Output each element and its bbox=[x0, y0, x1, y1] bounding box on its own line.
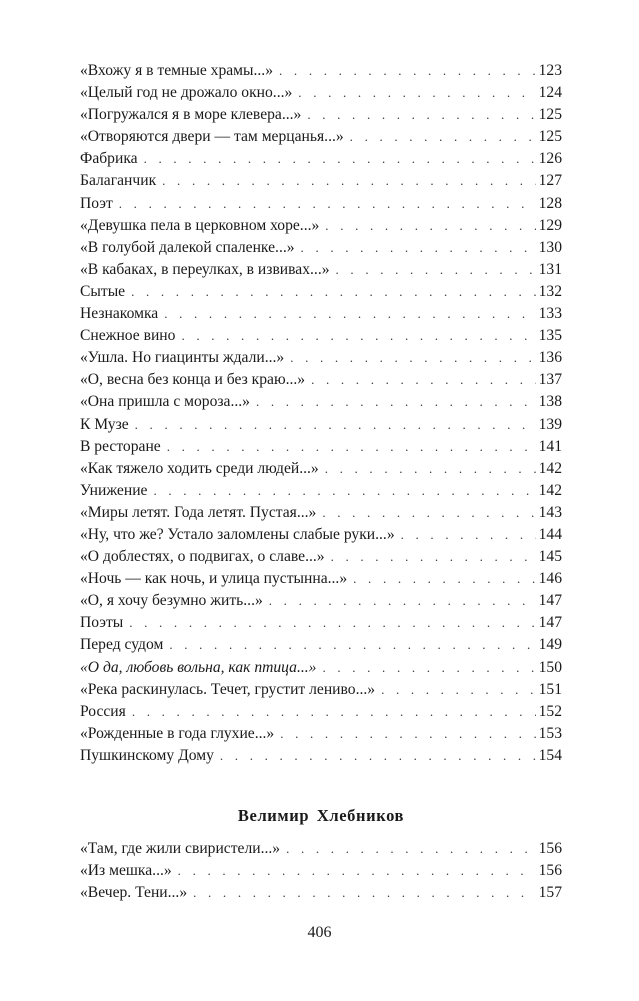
toc-entry-title: Поэты bbox=[80, 614, 124, 632]
toc-entry bbox=[80, 882, 562, 904]
toc-entry-page: 133 bbox=[538, 305, 562, 323]
toc-entry-title: «Ну, что же? Устало заломлены слабые руки...» bbox=[80, 525, 395, 543]
toc-entry bbox=[80, 679, 562, 701]
toc-entry-title: «Из мешка...» bbox=[80, 862, 172, 880]
toc-entry-page: 151 bbox=[538, 680, 562, 698]
dot-leader bbox=[181, 325, 535, 347]
toc-entry-page: 127 bbox=[538, 172, 562, 190]
toc-entry-title: «Рожденные в года глухие...» bbox=[80, 724, 275, 742]
section-heading-khlebnikov: Велимир Хлебников bbox=[237, 806, 405, 825]
dot-leader bbox=[307, 104, 535, 126]
toc-entry-title: Балаганчик bbox=[80, 172, 157, 190]
toc-entry bbox=[80, 701, 562, 723]
dot-leader bbox=[135, 414, 536, 436]
toc-entry bbox=[80, 193, 562, 215]
toc-entry bbox=[80, 458, 562, 480]
dot-leader bbox=[301, 237, 536, 259]
toc-entry bbox=[80, 745, 562, 767]
toc-entry bbox=[80, 436, 562, 458]
toc-entry-page: 128 bbox=[538, 194, 562, 212]
toc-list-khlebnikov bbox=[80, 838, 562, 904]
toc-entry-title: Снежное вино bbox=[80, 327, 176, 345]
toc-entry bbox=[80, 657, 562, 679]
toc-entry-title: Незнакомка bbox=[80, 305, 159, 323]
toc-entry bbox=[80, 82, 562, 104]
toc-entry-page: 126 bbox=[538, 150, 562, 168]
toc-entry-title: «Вечер. Тени...» bbox=[80, 884, 188, 902]
toc-entry-page: 125 bbox=[538, 106, 562, 124]
dot-leader bbox=[353, 568, 535, 590]
toc-entry-page: 150 bbox=[538, 658, 562, 676]
toc-entry-page: 147 bbox=[538, 614, 562, 632]
toc-entry-page: 153 bbox=[538, 724, 562, 742]
toc-entry-page: 131 bbox=[538, 260, 562, 278]
toc-entry-page: 144 bbox=[538, 525, 562, 543]
toc-entry-title: «Вхожу я в темные храмы...» bbox=[80, 62, 274, 79]
toc-entry-page: 152 bbox=[538, 702, 562, 720]
dot-leader bbox=[286, 838, 536, 860]
dot-leader bbox=[280, 723, 535, 745]
toc-entry-title: Россия bbox=[80, 702, 126, 720]
toc-entry bbox=[80, 860, 562, 882]
toc-entry-title: Перед судом bbox=[80, 636, 164, 654]
toc-entry-page: 156 bbox=[538, 840, 562, 857]
toc-entry-title: «Погружался я в море клевера...» bbox=[80, 106, 302, 124]
dot-leader bbox=[144, 148, 536, 170]
toc-entry-page: 149 bbox=[538, 636, 562, 654]
toc-entry bbox=[80, 480, 562, 502]
toc-entry-page: 136 bbox=[538, 349, 562, 367]
toc-entry-page: 142 bbox=[538, 459, 562, 477]
toc-entry bbox=[80, 590, 562, 612]
dot-leader bbox=[220, 745, 536, 767]
dot-leader bbox=[193, 882, 535, 904]
toc-entry bbox=[80, 723, 562, 745]
toc-entry bbox=[80, 347, 562, 369]
toc-entry bbox=[80, 104, 562, 126]
toc-entry-page: 145 bbox=[538, 548, 562, 566]
toc-entry bbox=[80, 634, 562, 656]
toc-entry-title: Пушкинскому Дому bbox=[80, 746, 214, 764]
toc-entry-page: 146 bbox=[538, 570, 562, 588]
toc-entry bbox=[80, 237, 562, 259]
toc-entry-title: Сытые bbox=[80, 282, 126, 300]
toc-entry-title: «Она пришла с мороза...» bbox=[80, 393, 250, 411]
toc-entry-title: «Девушка пела в церковном хоре...» bbox=[80, 216, 320, 234]
dot-leader bbox=[350, 126, 536, 148]
toc-entry-page: 141 bbox=[538, 437, 562, 455]
dot-leader bbox=[279, 60, 536, 82]
toc-entry-page: 124 bbox=[538, 84, 562, 102]
toc-entry-title: «Там, где жили свиристели...» bbox=[80, 840, 281, 857]
toc-entry-title: Унижение bbox=[80, 481, 148, 499]
toc-entry bbox=[80, 568, 562, 590]
toc-entry bbox=[80, 148, 562, 170]
dot-leader bbox=[164, 303, 535, 325]
toc-entry-title: «Целый год не дрожало окно...» bbox=[80, 84, 293, 102]
toc-entry-title: «Отворяются двери — там мерцанья...» bbox=[80, 128, 344, 146]
toc-entry bbox=[80, 170, 562, 192]
toc-entry bbox=[80, 325, 562, 347]
toc-entry bbox=[80, 391, 562, 413]
toc-entry bbox=[80, 281, 562, 303]
toc-entry-title: «Как тяжело ходить среди людей...» bbox=[80, 459, 319, 477]
dot-leader bbox=[153, 480, 535, 502]
toc-entry-title: Фабрика bbox=[80, 150, 138, 168]
toc-entry bbox=[80, 414, 562, 436]
dot-leader bbox=[119, 193, 536, 215]
toc-entry-page: 123 bbox=[538, 62, 562, 79]
dot-leader bbox=[256, 391, 536, 413]
toc-entry bbox=[80, 838, 562, 860]
toc-entry-title: В ресторане bbox=[80, 437, 161, 455]
toc-entry-title: «О, я хочу безумно жить...» bbox=[80, 592, 263, 610]
toc-entry bbox=[80, 546, 562, 568]
dot-leader bbox=[169, 634, 535, 656]
toc-entry-page: 143 bbox=[538, 503, 562, 521]
toc-list-blok bbox=[80, 60, 562, 767]
toc-entry bbox=[80, 524, 562, 546]
toc-entry bbox=[80, 502, 562, 524]
toc-entry-page: 132 bbox=[538, 282, 562, 300]
dot-leader bbox=[178, 860, 536, 882]
dot-leader bbox=[311, 369, 536, 391]
toc-entry bbox=[80, 612, 562, 634]
dot-leader bbox=[325, 458, 536, 480]
toc-entry-page: 125 bbox=[538, 128, 562, 146]
toc-entry-title: Поэт bbox=[80, 194, 113, 212]
dot-leader bbox=[322, 502, 535, 524]
dot-leader bbox=[167, 436, 536, 458]
dot-leader bbox=[331, 546, 536, 568]
toc-entry-page: 147 bbox=[538, 592, 562, 610]
dot-leader bbox=[290, 347, 535, 369]
toc-entry-page: 142 bbox=[538, 481, 562, 499]
toc-entry-title: «Река раскинулась. Течет, грустит лениво...» bbox=[80, 680, 376, 698]
toc-entry bbox=[80, 259, 562, 281]
toc-entry-page: 157 bbox=[538, 884, 562, 902]
toc-entry-page: 154 bbox=[538, 746, 562, 764]
toc-entry-page: 129 bbox=[538, 216, 562, 234]
dot-leader bbox=[336, 259, 536, 281]
toc-entry-title: «В кабаках, в переулках, в извивах...» bbox=[80, 260, 330, 278]
toc-entry bbox=[80, 60, 562, 82]
dot-leader bbox=[131, 281, 536, 303]
toc-entry bbox=[80, 215, 562, 237]
dot-leader bbox=[298, 82, 535, 104]
dot-leader bbox=[162, 170, 535, 192]
toc-entry bbox=[80, 369, 562, 391]
dot-leader bbox=[325, 215, 535, 237]
dot-leader bbox=[129, 612, 535, 634]
toc-entry-page: 137 bbox=[538, 371, 562, 389]
toc-entry-page: 156 bbox=[538, 862, 562, 880]
dot-leader bbox=[401, 524, 536, 546]
dot-leader bbox=[132, 701, 536, 723]
toc-entry-title: «Ночь — как ночь, и улица пустынна...» bbox=[80, 570, 348, 588]
toc-entry-title: «О да, любовь вольна, как птица...» bbox=[80, 658, 317, 676]
page-number: 406 bbox=[307, 924, 332, 941]
toc-entry-title: «В голубой далекой спаленке...» bbox=[80, 238, 295, 256]
toc-entry bbox=[80, 303, 562, 325]
toc-entry-page: 130 bbox=[538, 238, 562, 256]
toc-entry-title: «Ушла. Но гиацинты ждали...» bbox=[80, 349, 285, 367]
toc-entry bbox=[80, 126, 562, 148]
dot-leader bbox=[322, 657, 535, 679]
toc-entry-title: «О доблестях, о подвигах, о славе...» bbox=[80, 548, 325, 566]
toc-entry-page: 138 bbox=[538, 393, 562, 411]
toc-entry-title: К Музе bbox=[80, 415, 129, 433]
dot-leader bbox=[269, 590, 536, 612]
toc-entry-title: «Миры летят. Года летят. Пустая...» bbox=[80, 503, 317, 521]
dot-leader bbox=[381, 679, 536, 701]
toc-entry-page: 139 bbox=[538, 415, 562, 433]
toc-entry-page: 135 bbox=[538, 327, 562, 345]
toc-entry-title: «О, весна без конца и без краю...» bbox=[80, 371, 306, 389]
